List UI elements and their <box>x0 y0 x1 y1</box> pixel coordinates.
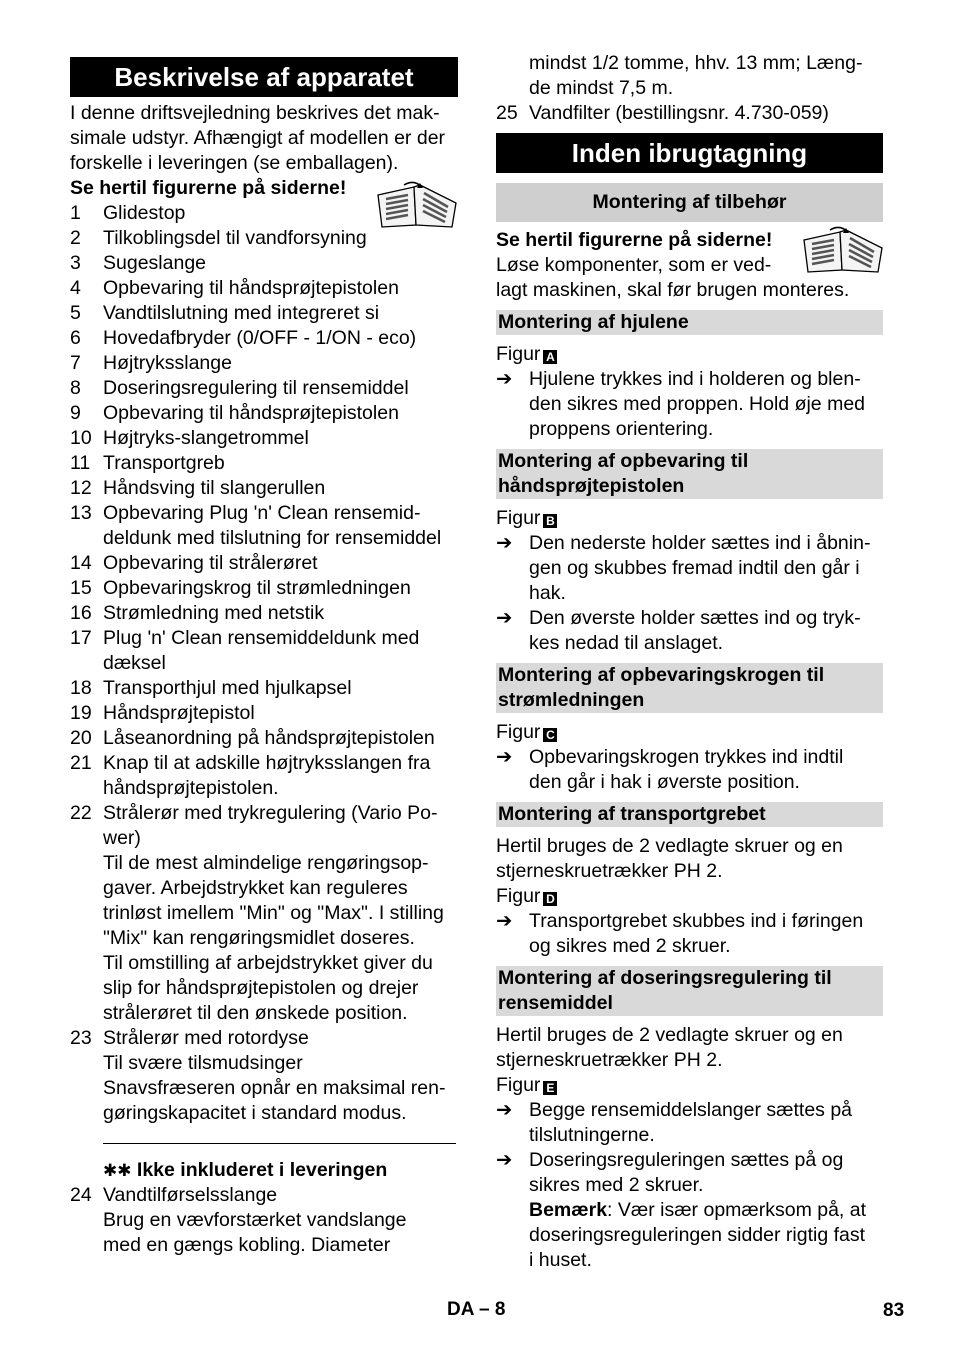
item-text: Hovedafbryder (0/OFF - 1/ON - eco) <box>103 327 417 349</box>
arrow-right-icon: ➔ <box>496 746 513 768</box>
page-number: 83 <box>883 1300 905 1321</box>
list-item <box>70 426 458 451</box>
item-text: Vandtilslutning med integreret si <box>103 302 380 324</box>
note-label: Bemærk <box>529 1199 608 1221</box>
figure-reference <box>496 884 883 909</box>
note-text: : Vær især opmærksom på, at <box>607 1199 867 1221</box>
item-number: 3 <box>70 252 81 274</box>
list-item <box>70 576 458 601</box>
item-text: "Mix" kan rengøringsmidlet doseres. <box>103 927 415 949</box>
figure-reference <box>496 1073 883 1098</box>
item-text: Strømledning med netstik <box>103 602 325 624</box>
step-text: den går i hak i øverste position. <box>529 771 800 793</box>
arrow-right-icon: ➔ <box>496 910 513 932</box>
step-text: Den øverste holder sættes ind og tryk- <box>529 607 861 629</box>
step-text: Den nederste holder sættes ind i åbnin- <box>529 532 871 554</box>
note-first-line <box>529 1198 883 1223</box>
procedure-heading <box>496 966 883 1016</box>
list-item <box>70 476 458 501</box>
list-item <box>496 101 883 126</box>
item-number: 11 <box>70 452 91 474</box>
intro-line: Løse komponenter, som er ved- <box>496 254 772 276</box>
list-item <box>70 751 458 801</box>
item-text: Opbevaringskrog til strømledningen <box>103 577 411 599</box>
item-text: Brug en vævforstærket vandslange <box>103 1209 407 1231</box>
item-text: Transporthjul med hjulkapsel <box>103 677 352 699</box>
procedure-heading <box>496 310 883 335</box>
item-text: Håndsprøjtepistol <box>103 702 255 724</box>
step-text: og sikres med 2 skruer. <box>529 935 731 957</box>
list-item <box>70 551 458 576</box>
list-item <box>70 676 458 701</box>
item-number: 25 <box>496 102 518 124</box>
item-text: strålerøret til den ønskede position. <box>103 1002 408 1024</box>
list-item <box>70 1026 458 1126</box>
item-text: med en gængs kobling. Diameter <box>103 1234 391 1256</box>
figure-reference <box>496 720 883 745</box>
item-number: 5 <box>70 302 81 324</box>
item-text: Til svære tilsmudsinger <box>103 1052 303 1074</box>
instruction-step <box>496 531 883 606</box>
list-item <box>70 351 458 376</box>
heading-line: håndsprøjtepistolen <box>498 475 685 497</box>
item-text: Snavsfræseren opnår en maksimal ren- <box>103 1077 446 1099</box>
item-number: 6 <box>70 327 81 349</box>
procedure-heading <box>496 663 883 713</box>
procedure-body <box>496 506 883 656</box>
footnote-divider <box>103 1143 456 1144</box>
procedure-body <box>496 720 883 795</box>
right-content <box>496 51 883 1273</box>
procedure-text: stjerneskruetrækker PH 2. <box>496 1049 723 1071</box>
list-item <box>70 301 458 326</box>
instruction-step <box>496 909 883 959</box>
item-text: Strålerør med trykregulering (Vario Po- <box>103 802 438 824</box>
list-item <box>70 1183 458 1258</box>
item-text: Vandfilter (bestillingsnr. 4.730-059) <box>529 102 829 124</box>
item-number: 4 <box>70 277 81 299</box>
step-text: Begge rensemiddelslanger sættes på <box>529 1099 853 1121</box>
item-text: trinløst imellem "Min" og "Max". I stilling <box>103 902 444 924</box>
intro-line: simale udstyr. Afhængigt af modellen er der <box>70 127 446 149</box>
list-item <box>70 451 458 476</box>
list-item <box>70 376 458 401</box>
note-text: i huset. <box>529 1249 592 1271</box>
heading-line: Montering af doseringsregulering til <box>498 967 832 989</box>
item-text: deldunk med tilslutning for rensemiddel <box>103 527 442 549</box>
item-text: Strålerør med rotordyse <box>103 1027 309 1049</box>
list-item <box>70 726 458 751</box>
item-number: 24 <box>70 1184 92 1206</box>
not-included-text: Ikke inkluderet i leveringen <box>131 1159 388 1181</box>
item-number: 20 <box>70 727 92 749</box>
figure-letter-badge: C <box>543 728 557 742</box>
procedure-heading <box>496 449 883 499</box>
procedure-heading <box>496 802 883 827</box>
list-item <box>70 226 458 251</box>
item-text: Opbevaring til håndsprøjtepistolen <box>103 277 399 299</box>
item-text: Opbevaring Plug 'n' Clean rensemid- <box>103 502 421 524</box>
list-item <box>70 401 458 426</box>
figure-letter-badge: E <box>543 1081 557 1095</box>
item-number: 18 <box>70 677 92 699</box>
intro-line: forskelle i leveringen (se emballagen). <box>70 152 399 174</box>
item-number: 13 <box>70 502 92 524</box>
arrow-right-icon: ➔ <box>496 532 513 554</box>
step-text: sikres med 2 skruer. <box>529 1174 704 1196</box>
item-number: 23 <box>70 1027 92 1049</box>
list-item <box>70 601 458 626</box>
see-figures-note: Se hertil figurerne på siderne! <box>496 229 773 251</box>
step-text: Doseringsreguleringen sættes på og <box>529 1149 844 1171</box>
item-text: Højtryks-slangetrommel <box>103 427 309 449</box>
item-text: Til de mest almindelige rengøringsop- <box>103 852 429 874</box>
item-number: 17 <box>70 627 92 649</box>
item-text: gøringskapacitet i standard modus. <box>103 1102 407 1124</box>
list-item <box>70 701 458 726</box>
figure-reference <box>496 342 883 367</box>
figure-reference <box>496 506 883 531</box>
heading-line: strømledningen <box>498 689 645 711</box>
not-included-mark: ✱✱ <box>103 1161 132 1180</box>
step-text: tilslutningerne. <box>529 1124 655 1146</box>
item-number: 1 <box>70 202 81 224</box>
item-text: de mindst 7,5 m. <box>529 77 674 99</box>
item-number: 7 <box>70 352 81 374</box>
intro-line: I denne driftsvejledning beskrives det mak- <box>70 102 440 124</box>
step-text: kes nedad til anslaget. <box>529 632 724 654</box>
instruction-step <box>496 1098 883 1148</box>
procedure-body <box>496 342 883 442</box>
subsection-title-accessories: Montering af tilbehør <box>496 183 883 222</box>
step-text: Opbevaringskrogen trykkes ind indtil <box>529 746 844 768</box>
item-text: mindst 1/2 tomme, hhv. 13 mm; Læng- <box>529 52 863 74</box>
arrow-right-icon: ➔ <box>496 1099 513 1121</box>
figure-word: Figur <box>496 721 541 743</box>
item-text: Glidestop <box>103 202 186 224</box>
figure-word: Figur <box>496 1074 541 1096</box>
item-number: 10 <box>70 427 92 449</box>
note-text: doseringsreguleringen sidder rigtig fast <box>529 1224 866 1246</box>
item-text: dæksel <box>103 652 166 674</box>
item-text: Opbevaring til strålerøret <box>103 552 318 574</box>
procedure-text: Hertil bruges de 2 vedlagte skruer og en <box>496 835 843 857</box>
intro-line: lagt maskinen, skal før brugen monteres. <box>496 279 850 301</box>
item-number: 15 <box>70 577 92 599</box>
open-book-icon <box>802 226 884 274</box>
heading-line: Montering af hjulene <box>498 311 689 333</box>
heading-line: Montering af opbevaring til <box>498 450 749 472</box>
footer-section-label: DA – 8 <box>447 1299 506 1320</box>
item-text: Låseanordning på håndsprøjtepistolen <box>103 727 435 749</box>
item-text: håndsprøjtepistolen. <box>103 777 279 799</box>
figure-letter-badge: B <box>543 514 557 528</box>
item-text: Vandtilførselsslange <box>103 1184 278 1206</box>
procedure-body <box>496 1023 883 1273</box>
item-number: 19 <box>70 702 92 724</box>
not-included-note <box>70 1158 458 1183</box>
item-number: 2 <box>70 227 81 249</box>
item-text: slip for håndsprøjtepistolen og drejer <box>103 977 419 999</box>
item-text: Til omstilling af arbejdstrykket giver du <box>103 952 433 974</box>
procedure-text: Hertil bruges de 2 vedlagte skruer og en <box>496 1024 843 1046</box>
figure-word: Figur <box>496 507 541 529</box>
item-text: Tilkoblingsdel til vandforsyning <box>103 227 367 249</box>
item-number: 22 <box>70 802 92 824</box>
heading-line: Montering af opbevaringskrogen til <box>498 664 825 686</box>
list-item <box>70 801 458 1026</box>
step-text: Hjulene trykkes ind i holderen og blen- <box>529 368 861 390</box>
procedure-text: stjerneskruetrækker PH 2. <box>496 860 723 882</box>
figure-letter-badge: D <box>543 892 557 906</box>
heading-line: Montering af transportgrebet <box>498 803 766 825</box>
item-text: Knap til at adskille højtryksslangen fra <box>103 752 431 774</box>
instruction-step <box>496 1148 883 1198</box>
see-figures-note: Se hertil figurerne på siderne! <box>70 177 347 199</box>
list-item <box>70 326 458 351</box>
figure-word: Figur <box>496 343 541 365</box>
step-text: hak. <box>529 582 566 604</box>
item-text: Højtryksslange <box>103 352 232 374</box>
item-text: Doseringsregulering til rensemiddel <box>103 377 409 399</box>
list-item <box>70 251 458 276</box>
note-block <box>496 1198 883 1273</box>
list-item <box>70 201 458 226</box>
arrow-right-icon: ➔ <box>496 368 513 390</box>
step-text: den sikres med proppen. Hold øje med <box>529 393 866 415</box>
list-item <box>70 626 458 676</box>
item-number: 8 <box>70 377 81 399</box>
list-item <box>70 501 458 551</box>
item-number: 16 <box>70 602 92 624</box>
item-text: Plug 'n' Clean rensemiddeldunk med <box>103 627 420 649</box>
step-text: proppens orientering. <box>529 418 714 440</box>
section-title-description: Beskrivelse af apparatet <box>70 57 458 97</box>
item-text: Håndsving til slangerullen <box>103 477 326 499</box>
item-number: 21 <box>70 752 92 774</box>
item-number: 14 <box>70 552 92 574</box>
item-text: Transportgreb <box>103 452 225 474</box>
item-text: Opbevaring til håndsprøjtepistolen <box>103 402 399 424</box>
item-number: 12 <box>70 477 92 499</box>
step-text: gen og skubbes fremad indtil den går i <box>529 557 860 579</box>
left-content <box>70 101 458 1258</box>
instruction-step <box>496 606 883 656</box>
heading-line: rensemiddel <box>498 992 613 1014</box>
instruction-step <box>496 745 883 795</box>
figure-letter-badge: A <box>543 350 557 364</box>
item-number: 9 <box>70 402 81 424</box>
list-item <box>70 276 458 301</box>
item-text: Sugeslange <box>103 252 207 274</box>
item-text: gaver. Arbejdstrykket kan reguleres <box>103 877 408 899</box>
instruction-step <box>496 367 883 442</box>
arrow-right-icon: ➔ <box>496 607 513 629</box>
step-text: Transportgrebet skubbes ind i føringen <box>529 910 864 932</box>
item-text: wer) <box>103 827 141 849</box>
arrow-right-icon: ➔ <box>496 1149 513 1171</box>
figure-word: Figur <box>496 885 541 907</box>
section-title-startup: Inden ibrugtagning <box>496 133 883 173</box>
procedure-body <box>496 834 883 959</box>
